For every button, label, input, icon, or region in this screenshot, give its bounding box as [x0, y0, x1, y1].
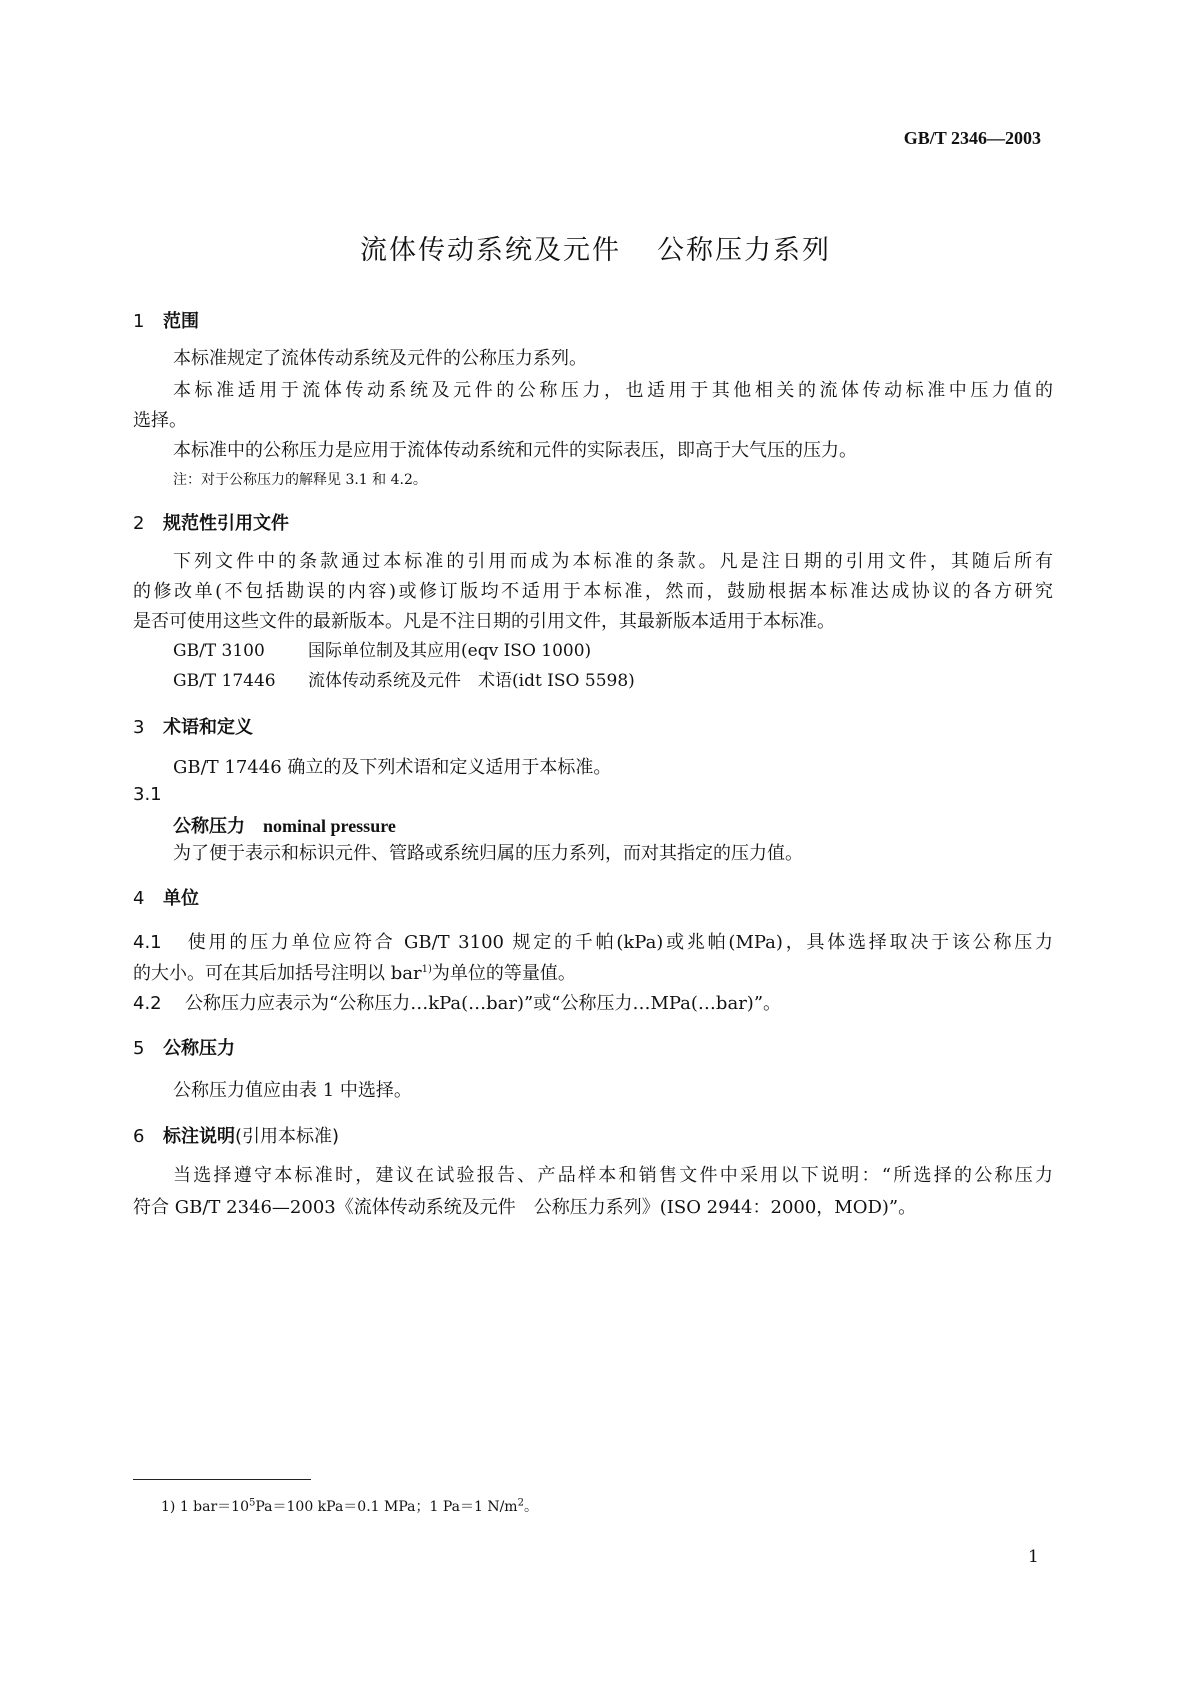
reference-item: GB/T 3100 国际单位制及其应用(eqv ISO 1000) [173, 641, 592, 661]
section-2-para-line-1: 下列文件中的条款通过本标准的引用而成为本标准的条款。凡是注日期的引用文件，其随后所有 [173, 551, 1053, 572]
term-definition: 为了便于表示和标识元件、管路或系统归属的压力系列，而对其指定的压力值。 [173, 843, 803, 864]
section-1-para-2-line-1: 本标准适用于流体传动系统及元件的公称压力，也适用于其他相关的流体传动标准中压力值的 [173, 380, 1053, 401]
section-1-para-2-line-2: 选择。 [133, 410, 187, 431]
standard-code: GB/T 2346—2003 [903, 128, 1041, 148]
term-chinese: 公称压力 [173, 816, 245, 837]
clause-4-1-line-1: 4.1 使用的压力单位应符合 GB/T 3100 规定的千帕(kPa)或兆帕(MPa)，具体选择取决于该公称压力 [133, 932, 1053, 953]
reference-item: GB/T 17446 流体传动系统及元件 术语(idt ISO 5598) [173, 671, 635, 691]
term-english: nominal pressure [263, 816, 396, 836]
document-title [0, 228, 1191, 267]
clause-4-2: 4.2 公称压力应表示为“公称压力…kPa(…bar)”或“公称压力…MPa(…bar)”。 [133, 993, 782, 1014]
page-number: 1 [1028, 1547, 1039, 1567]
section-5-heading: 5 公称压力 [133, 1038, 235, 1059]
clause-4-1-line-2: 的大小。可在其后加括号注明以 bar$^{1)}$为单位的等量值。 [133, 963, 576, 984]
section-3-heading: 3 术语和定义 [133, 717, 253, 738]
section-1-para-3: 本标准中的公称压力是应用于流体传动系统和元件的实际表压，即高于大气压的压力。 [173, 440, 857, 461]
subclause-3-1-number: 3.1 [133, 784, 162, 805]
section-6-para-line-1: 当选择遵守本标准时，建议在试验报告、产品样本和销售文件中采用以下说明：“所选择的公称压力 [173, 1165, 1053, 1186]
section-2-para-line-2: 的修改单(不包括勘误的内容)或修订版均不适用于本标准，然而，鼓励根据本标准达成协议的各方研究 [133, 581, 1053, 602]
footnote-ref: 1) [421, 964, 432, 975]
title-part-2: 公称压力系列 [657, 235, 831, 266]
section-3-para: GB/T 17446 确立的及下列术语和定义适用于本标准。 [173, 757, 612, 778]
section-1-note: 注：对于公称压力的解释见 3.1 和 4.2。 [173, 472, 427, 488]
term-entry [173, 812, 396, 838]
section-5-para: 公称压力值应由表 1 中选择。 [173, 1080, 412, 1101]
section-1-heading: 1 范围 [133, 311, 199, 332]
section-1-para-1: 本标准规定了流体传动系统及元件的公称压力系列。 [173, 348, 587, 369]
title-part-1: 流体传动系统及元件 [360, 235, 621, 266]
section-2-para-line-3: 是否可使用这些文件的最新版本。凡是不注日期的引用文件，其最新版本适用于本标准。 [133, 611, 835, 632]
section-6-para-line-2: 符合 GB/T 2346—2003《流体传动系统及元件 公称压力系列》(ISO 2944：2000，MOD)”。 [133, 1197, 917, 1218]
section-2-heading: 2 规范性引用文件 [133, 513, 289, 534]
section-4-heading: 4 单位 [133, 888, 199, 909]
footnote-divider [133, 1479, 311, 1480]
section-6-heading: 6 标注说明(引用本标准) [133, 1126, 340, 1147]
footnote: 1) 1 $bar=10^5Pa=100$ kPa＝0.1 MPa；1 Pa＝1 $N/m^2$。 [161, 1497, 538, 1515]
